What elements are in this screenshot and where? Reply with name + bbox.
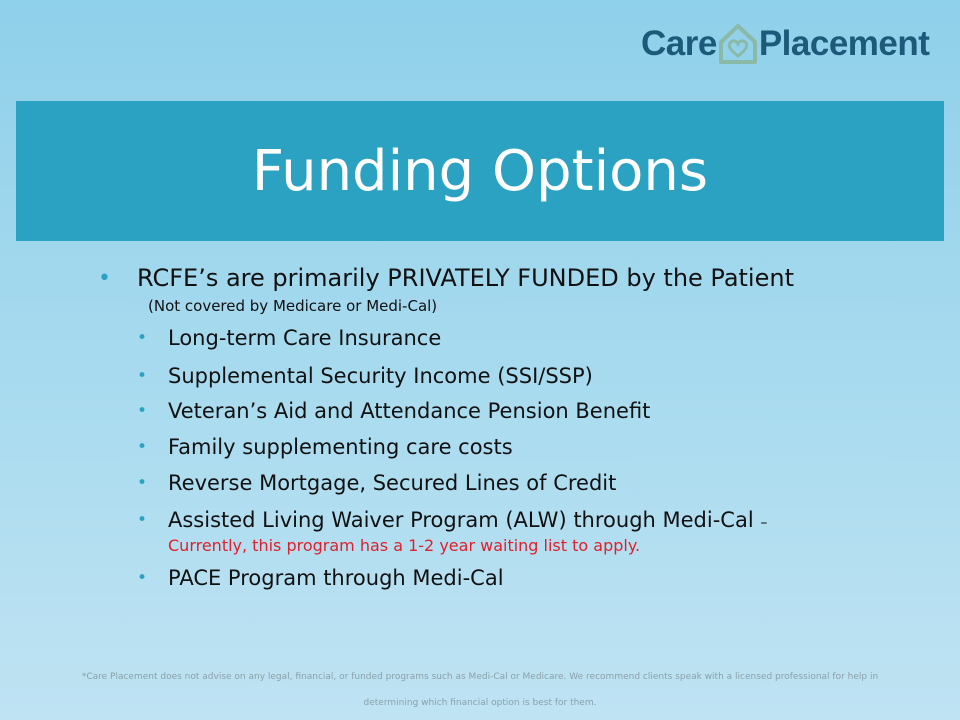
bullet-icon: • (137, 401, 148, 421)
dash-separator: – (760, 515, 768, 531)
bullet-icon: • (137, 437, 148, 457)
logo-text-placement: Placement (758, 24, 930, 63)
careplacement-logo (641, 22, 929, 66)
list-item-text: Assisted Living Waiver Program (ALW) through Medi-Cal (168, 508, 754, 532)
waiting-list-note: Currently, this program has a 1-2 year waiting list to apply. (168, 536, 641, 555)
list-item-text: Reverse Mortgage, Secured Lines of Credit (168, 471, 617, 495)
main-bullet-subtext: (Not covered by Medicare or Medi-Cal) (148, 297, 438, 315)
list-item-text-wrap (168, 508, 767, 532)
list-item-text: Supplemental Security Income (SSI/SSP) (168, 364, 593, 388)
bullet-icon: • (137, 328, 148, 348)
logo-text-care: Care (641, 24, 717, 63)
bullet-icon: • (137, 366, 148, 386)
bullet-icon: • (137, 510, 148, 530)
list-item-text: Long-term Care Insurance (168, 326, 442, 350)
title-banner (16, 101, 944, 241)
list-item-text: Family supplementing care costs (168, 435, 513, 459)
house-heart-icon (718, 22, 758, 66)
list-item-text: Veteran’s Aid and Attendance Pension Benefit (168, 399, 651, 423)
bullet-icon: • (98, 266, 111, 291)
bullet-icon: • (137, 473, 148, 493)
bullet-icon: • (137, 568, 148, 588)
main-bullet-text: RCFE’s are primarily PRIVATELY FUNDED by the Patient (137, 264, 794, 292)
list-item-text: PACE Program through Medi-Cal (168, 566, 504, 590)
disclaimer-line-1: *Care Placement does not advise on any legal, financial, or funded programs such as Medi-Cal or Medicare. We recommend clients speak with a licensed professional for help in (81, 672, 879, 682)
page-title: Funding Options (251, 138, 709, 204)
disclaimer-line-2: determining which financial option is best for them. (363, 698, 597, 708)
